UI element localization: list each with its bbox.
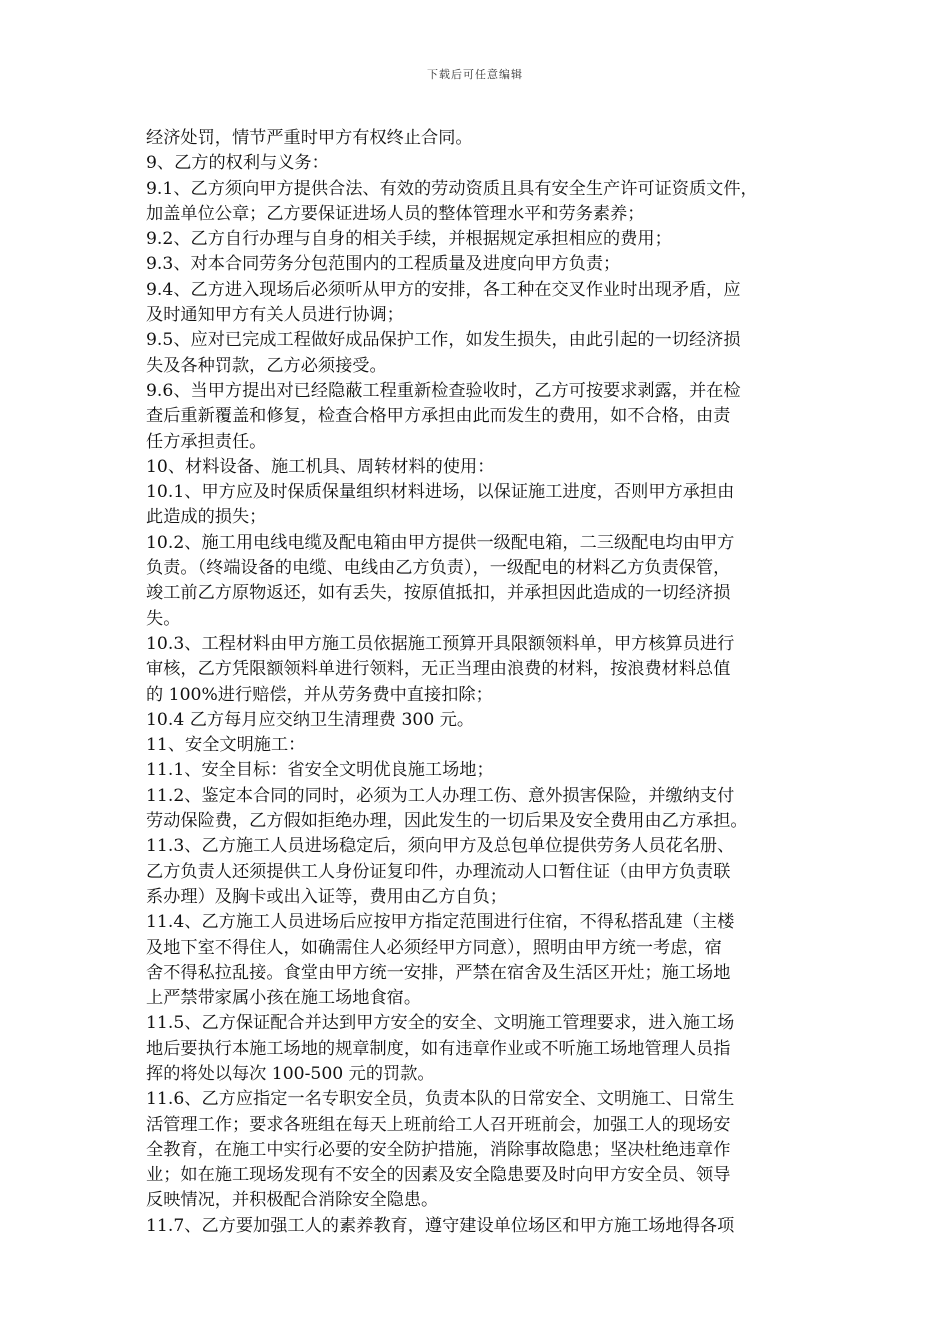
text-line: 竣工前乙方原物返还，如有丢失，按原值抵扣，并承担因此造成的一切经济损: [146, 583, 731, 604]
text-line: 11.1、安全目标：省安全文明优良施工场地；: [146, 760, 494, 781]
text-line: 乙方负责人还须提供工人身份证复印件，办理流动人口暂住证（由甲方负责联: [146, 861, 731, 882]
text-line: 全教育，在施工中实行必要的安全防护措施，消除事故隐患；坚决杜绝违章作: [146, 1139, 731, 1160]
text-line: 加盖单位公章；乙方要保证进场人员的整体管理水平和劳务素养；: [146, 203, 645, 224]
text-line: 反映情况，并积极配合消除安全隐患。: [146, 1190, 439, 1211]
text-line: 失及各种罚款，乙方必须接受。: [146, 355, 387, 376]
text-line: 11.4、乙方施工人员进场后应按甲方指定范围进行住宿，不得私搭乱建（主楼: [146, 912, 735, 933]
document-body: [146, 126, 806, 1239]
text-line: 舍不得私拉乱接。食堂由甲方统一安排，严禁在宿舍及生活区开灶；施工场地: [146, 962, 731, 983]
text-line: 的 100%进行赔偿，并从劳务费中直接扣除；: [146, 684, 493, 705]
text-line: 11.6、乙方应指定一名专职安全员，负责本队的日常安全、文明施工、日常生: [146, 1089, 735, 1110]
text-line: 及地下室不得住人，如确需住人必须经甲方同意），照明由甲方统一考虑，宿: [146, 937, 722, 958]
text-line: 9.4、乙方进入现场后必须听从甲方的安排，各工种在交叉作业时出现矛盾，应: [146, 279, 741, 300]
text-line: 10.2、施工用电线电缆及配电箱由甲方提供一级配电箱，二三级配电均由甲方: [146, 532, 735, 553]
section-heading: 11、安全文明施工：: [146, 735, 306, 756]
section-heading: 9、乙方的权利与义务：: [146, 153, 329, 174]
text-line: 负责。（终端设备的电缆、电线由乙方负责），一级配电的材料乙方负责保管，: [146, 558, 731, 579]
text-line: 9.6、当甲方提出对已经隐蔽工程重新检查验收时，乙方可按要求剥露，并在检: [146, 380, 741, 401]
page-header: 下载后可任意编辑: [427, 68, 523, 81]
text-line: 10.3、工程材料由甲方施工员依据施工预算开具限额领料单，甲方核算员进行: [146, 633, 735, 654]
text-line: 任方承担责任。: [146, 431, 267, 452]
text-line: 失。: [146, 608, 181, 629]
text-line: 业；如在施工现场发现有不安全的因素及安全隐患要及时向甲方安全员、领导: [146, 1165, 731, 1186]
text-line: 9.5、应对已完成工程做好成品保护工作，如发生损失，由此引起的一切经济损: [146, 330, 741, 351]
text-line: 9.1、乙方须向甲方提供合法、有效的劳动资质且具有安全生产许可证资质文件，: [146, 178, 758, 199]
text-line: 此造成的损失；: [146, 507, 267, 528]
text-line: 11.5、乙方保证配合并达到甲方安全的安全、文明施工管理要求，进入施工场: [146, 1013, 735, 1034]
text-line: 活管理工作；要求各班组在每天上班前给工人召开班前会，加强工人的现场安: [146, 1114, 731, 1135]
text-line: 查后重新覆盖和修复，检查合格甲方承担由此而发生的费用，如不合格，由责: [146, 406, 731, 427]
text-line: 地后要执行本施工场地的规章制度，如有违章作业或不听施工场地管理人员指: [146, 1038, 731, 1059]
text-line: 11.2、鉴定本合同的同时，必须为工人办理工伤、意外损害保险，并缴纳支付: [146, 785, 735, 806]
text-line: 9.3、对本合同劳务分包范围内的工程质量及进度向甲方负责；: [146, 254, 621, 275]
text-line: 及时通知甲方有关人员进行协调；: [146, 305, 404, 326]
text-line: 经济处罚，情节严重时甲方有权终止合同。: [146, 128, 473, 148]
text-line: 11.3、乙方施工人员进场稳定后，须向甲方及总包单位提供劳务人员花名册、: [146, 836, 735, 857]
text-line: 系办理）及胸卡或出入证等，费用由乙方自负；: [146, 886, 507, 907]
text-line: 9.2、乙方自行办理与自身的相关手续，并根据规定承担相应的费用；: [146, 229, 672, 250]
text-line: 10.4 乙方每月应交纳卫生清理费 300 元。: [146, 709, 475, 730]
text-line: 审核，乙方凭限额领料单进行领料，无正当理由浪费的材料，按浪费材料总值: [146, 659, 731, 680]
text-line: 劳动保险费，乙方假如拒绝办理，因此发生的一切后果及安全费用由乙方承担。: [146, 811, 748, 832]
text-line: 10.1、甲方应及时保质保量组织材料进场，以保证施工进度，否则甲方承担由: [146, 482, 735, 503]
text-line: 上严禁带家属小孩在施工场地食宿。: [146, 988, 422, 1009]
text-line: 挥的将处以每次 100-500 元的罚款。: [146, 1063, 435, 1084]
text-line: 11.7、乙方要加强工人的素养教育，遵守建设单位场区和甲方施工场地得各项: [146, 1215, 735, 1236]
section-heading: 10、材料设备、施工机具、周转材料的使用：: [146, 456, 495, 477]
